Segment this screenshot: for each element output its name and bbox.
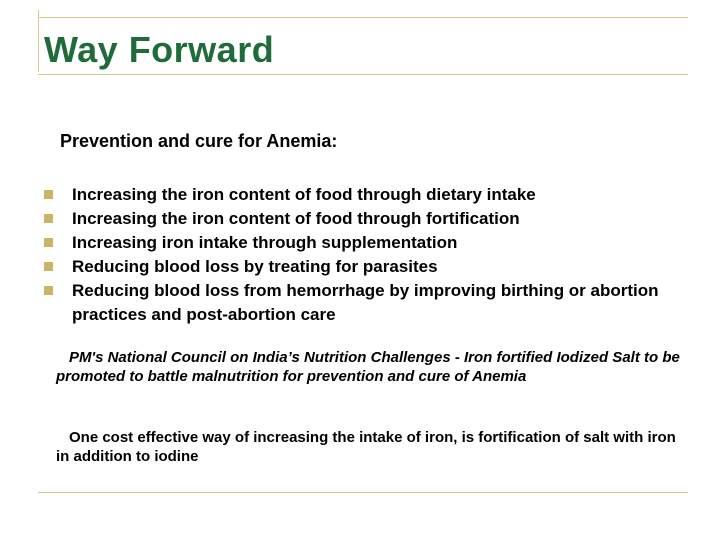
bullet-text: Reducing blood loss by treating for parasites xyxy=(72,257,438,276)
square-bullet-icon xyxy=(44,238,53,247)
section-subheading: Prevention and cure for Anemia: xyxy=(60,131,338,151)
square-bullet-icon xyxy=(44,262,53,271)
bullet-text: Increasing the iron content of food through fortification xyxy=(72,209,520,228)
bullet-item xyxy=(44,255,694,279)
bottom-divider xyxy=(38,492,688,493)
bullet-list xyxy=(44,183,694,327)
square-bullet-icon xyxy=(44,190,53,199)
council-note xyxy=(56,348,686,386)
council-note-text: PM's National Council on India’s Nutrition Challenges - Iron fortified Iodized Salt to be promoted to battle malnutrition for prevention and cure of Anemia xyxy=(56,349,680,385)
square-bullet-icon xyxy=(44,214,53,223)
fortification-note xyxy=(56,428,686,466)
fortification-note-text: One cost effective way of increasing the intake of iron, is fortification of salt with iron in addition to iodine xyxy=(56,429,676,465)
bullet-text: Increasing iron intake through supplementation xyxy=(72,233,458,252)
bullet-item xyxy=(44,279,694,327)
bullet-item xyxy=(44,183,694,207)
square-bullet-icon xyxy=(44,286,53,295)
bullet-text: Increasing the iron content of food through dietary intake xyxy=(72,185,536,204)
slide-title: Way Forward xyxy=(44,29,275,70)
title-side-line xyxy=(38,10,39,72)
bullet-text: Reducing blood loss from hemorrhage by improving birthing or abortion practices and post-abortion care xyxy=(72,281,659,324)
bullet-item xyxy=(44,207,694,231)
bullet-item xyxy=(44,231,694,255)
top-divider xyxy=(38,17,688,18)
title-divider xyxy=(38,74,688,75)
